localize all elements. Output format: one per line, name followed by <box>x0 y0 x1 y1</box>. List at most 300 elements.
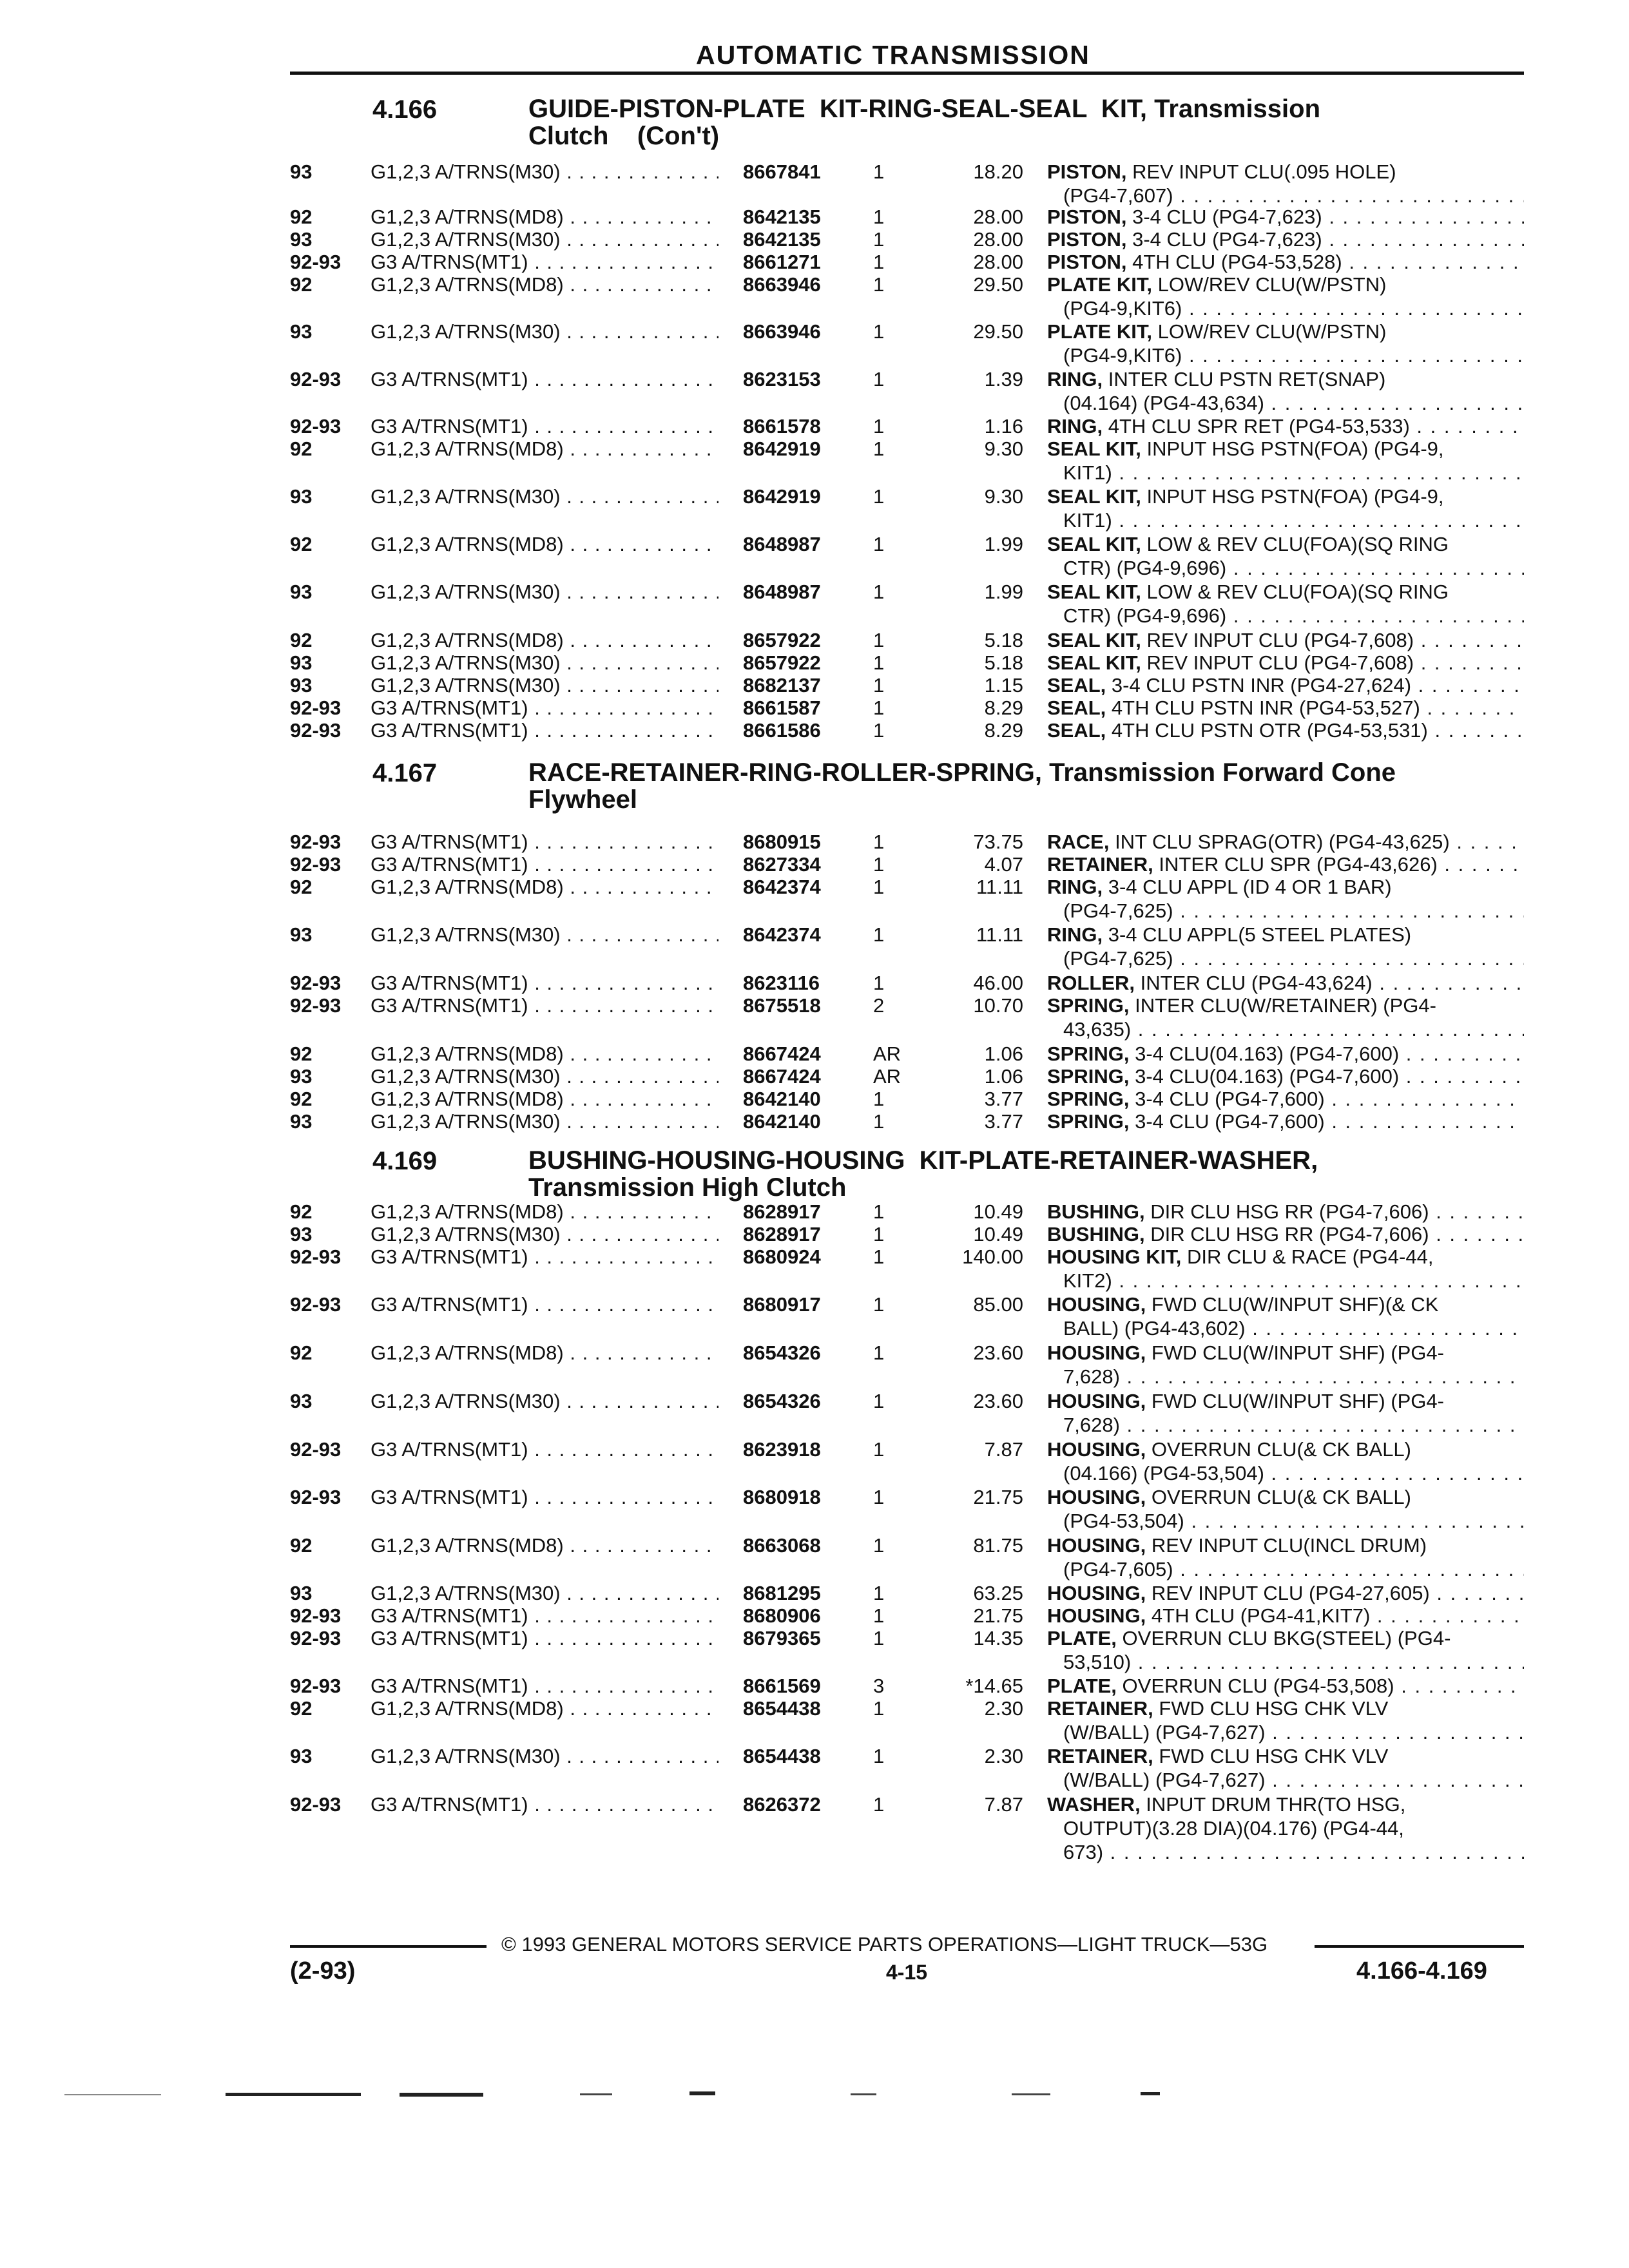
part-number: 8667841 <box>743 160 821 183</box>
part-description <box>1047 1087 1524 1111</box>
price: 1.99 <box>984 533 1023 555</box>
price: 28.00 <box>973 206 1023 228</box>
part-number: 8680906 <box>743 1604 821 1627</box>
model-application: G1,2,3 A/TRNS(M30) . . . <box>371 160 718 184</box>
part-noun: SPRING, <box>1047 1065 1130 1088</box>
model-application: G1,2,3 A/TRNS(M30) . . . <box>371 485 718 508</box>
price: 4.07 <box>984 853 1023 876</box>
description-line <box>1047 1042 1524 1066</box>
part-description <box>1047 1200 1524 1224</box>
part-number: 8642135 <box>743 228 821 251</box>
model-year: 92 <box>290 206 313 228</box>
part-noun: HOUSING KIT, <box>1047 1245 1182 1268</box>
model-year: 92-93 <box>290 853 342 876</box>
quantity: 1 <box>873 1223 885 1245</box>
model-year: 92-93 <box>290 251 342 273</box>
description-line <box>1047 1792 1524 1816</box>
part-number: 8642140 <box>743 1110 821 1133</box>
price: *14.65 <box>965 1675 1023 1697</box>
price: 2.30 <box>984 1745 1023 1767</box>
model-year: 92 <box>290 1043 313 1065</box>
description-line <box>1047 1087 1524 1111</box>
model-year: 92 <box>290 1341 313 1364</box>
description-text: 3-4 CLU(04.163) (PG4-7,600) <box>1129 1043 1400 1065</box>
model-year: 93 <box>290 1223 313 1245</box>
description-line <box>1047 1744 1524 1768</box>
quantity: 1 <box>873 1604 885 1627</box>
part-number: 8654438 <box>743 1745 821 1767</box>
model-year: 92-93 <box>290 1675 342 1697</box>
part-number: 8663946 <box>743 320 821 343</box>
description-continuation: 673) . . . <box>1047 1840 1524 1864</box>
price: 1.06 <box>984 1065 1023 1088</box>
model-year: 93 <box>290 228 313 251</box>
part-noun: HOUSING, <box>1047 1604 1146 1627</box>
price: 1.15 <box>984 674 1023 697</box>
part-number: 8654438 <box>743 1697 821 1720</box>
price: 14.35 <box>973 1627 1023 1649</box>
part-row <box>0 1110 1629 1135</box>
model-application: G1,2,3 A/TRNS(M30) . . . <box>371 1222 718 1246</box>
quantity: 1 <box>873 1697 885 1720</box>
model-year: 92 <box>290 1697 313 1720</box>
description-line <box>1047 651 1524 675</box>
part-row <box>0 227 1629 253</box>
quantity: 1 <box>873 273 885 296</box>
part-noun: HOUSING, <box>1047 1486 1146 1508</box>
description-line <box>1047 1341 1524 1365</box>
part-noun: RETAINER, <box>1047 1697 1153 1720</box>
model-year: 93 <box>290 1110 313 1133</box>
model-year: 93 <box>290 1390 313 1412</box>
part-row <box>0 830 1629 856</box>
quantity: 1 <box>873 1200 885 1223</box>
part-description <box>1047 227 1524 251</box>
model-year: 93 <box>290 1745 313 1767</box>
part-description <box>1047 1626 1524 1674</box>
description-text: REV INPUT CLU (PG4-7,608) <box>1141 651 1414 674</box>
price: 8.29 <box>984 719 1023 742</box>
model-year: 92-93 <box>290 719 342 742</box>
quantity: 1 <box>873 581 885 603</box>
part-description <box>1047 1792 1524 1864</box>
part-number: 8680918 <box>743 1486 821 1508</box>
part-row <box>0 1485 1629 1532</box>
part-row <box>0 1222 1629 1248</box>
part-number: 8642140 <box>743 1088 821 1110</box>
quantity: 1 <box>873 415 885 437</box>
price: 85.00 <box>973 1293 1023 1316</box>
part-description <box>1047 1581 1524 1605</box>
description-text: 3-4 CLU (PG4-7,623) <box>1126 206 1322 228</box>
part-noun: WASHER, <box>1047 1793 1141 1816</box>
price: 1.16 <box>984 415 1023 437</box>
part-description <box>1047 160 1524 207</box>
description-line <box>1047 1581 1524 1605</box>
part-noun: SEAL KIT, <box>1047 651 1141 674</box>
quantity: 1 <box>873 206 885 228</box>
model-application: G1,2,3 A/TRNS(M30) . . . <box>371 1389 718 1413</box>
part-number: 8667424 <box>743 1043 821 1065</box>
model-year: 93 <box>290 1065 313 1088</box>
quantity: 1 <box>873 876 885 898</box>
description-line <box>1047 718 1524 742</box>
model-application: G1,2,3 A/TRNS(MD8) . . . <box>371 1200 718 1224</box>
part-noun: SPRING, <box>1047 1110 1130 1133</box>
quantity: 1 <box>873 1486 885 1508</box>
description-text: INPUT HSG PSTN(FOA) (PG4-9, <box>1141 485 1444 508</box>
part-description <box>1047 205 1524 229</box>
description-line <box>1047 1626 1524 1650</box>
description-text: LOW/REV CLU(W/PSTN) <box>1152 320 1387 343</box>
description-line <box>1047 1696 1524 1720</box>
part-row <box>0 718 1629 744</box>
part-description <box>1047 1064 1524 1088</box>
price: 1.06 <box>984 1043 1023 1065</box>
model-application: G1,2,3 A/TRNS(MD8) . . . <box>371 437 718 461</box>
part-row <box>0 437 1629 484</box>
part-row <box>0 651 1629 677</box>
section-title-line: BUSHING-HOUSING-HOUSING KIT-PLATE-RETAINER-WASHER, <box>528 1146 1318 1175</box>
description-text: FWD CLU(W/INPUT SHF) (PG4- <box>1146 1390 1444 1412</box>
model-application: G3 A/TRNS(MT1) . . . <box>371 1293 718 1316</box>
description-line <box>1047 923 1524 947</box>
part-description <box>1047 1245 1524 1293</box>
quantity: 1 <box>873 320 885 343</box>
part-number: 8654326 <box>743 1341 821 1364</box>
part-description <box>1047 1485 1524 1533</box>
part-number: 8679365 <box>743 1627 821 1649</box>
model-application: G1,2,3 A/TRNS(MD8) . . . <box>371 875 718 899</box>
description-text: 3-4 CLU (PG4-7,600) <box>1129 1110 1325 1133</box>
part-noun: PISTON, <box>1047 228 1127 251</box>
price: 11.11 <box>976 876 1023 898</box>
part-description <box>1047 1110 1524 1133</box>
model-year: 93 <box>290 923 313 946</box>
part-row <box>0 1293 1629 1340</box>
part-row <box>0 696 1629 722</box>
price: 2.30 <box>984 1697 1023 1720</box>
price: 3.77 <box>984 1088 1023 1110</box>
description-line <box>1047 1533 1524 1557</box>
quantity: 1 <box>873 1438 885 1461</box>
section-title <box>528 95 1524 149</box>
description-line <box>1047 1222 1524 1246</box>
part-row <box>0 1744 1629 1791</box>
description-text: DIR CLU & RACE (PG4-44, <box>1181 1245 1434 1268</box>
model-application: G1,2,3 A/TRNS(M30) . . . <box>371 1744 718 1768</box>
part-number: 8623153 <box>743 368 821 390</box>
model-application: G3 A/TRNS(MT1) . . . <box>371 1792 718 1816</box>
header-rule <box>290 72 1524 75</box>
quantity: 1 <box>873 1745 885 1767</box>
price: 28.00 <box>973 251 1023 273</box>
description-text: FWD CLU(W/INPUT SHF)(& CK <box>1146 1293 1439 1316</box>
part-noun: RING, <box>1047 923 1103 946</box>
model-year: 93 <box>290 320 313 343</box>
part-noun: PLATE, <box>1047 1675 1117 1697</box>
price: 21.75 <box>973 1604 1023 1627</box>
part-row <box>0 1533 1629 1581</box>
part-noun: RETAINER, <box>1047 853 1153 876</box>
part-description <box>1047 367 1524 415</box>
model-year: 93 <box>290 1582 313 1604</box>
part-number: 8657922 <box>743 629 821 651</box>
part-noun: HOUSING, <box>1047 1293 1146 1316</box>
description-text: FWD CLU(W/INPUT SHF) (PG4- <box>1146 1341 1444 1364</box>
part-noun: RACE, <box>1047 831 1110 853</box>
part-description <box>1047 1042 1524 1066</box>
model-application: G1,2,3 A/TRNS(MD8) . . . <box>371 205 718 229</box>
part-row <box>0 580 1629 627</box>
price: 8.29 <box>984 697 1023 719</box>
part-description <box>1047 437 1524 485</box>
part-description <box>1047 994 1524 1041</box>
description-line <box>1047 994 1524 1017</box>
part-number: 8648987 <box>743 581 821 603</box>
model-year: 92 <box>290 1088 313 1110</box>
footer-section-range: 4.166-4.169 <box>1356 1957 1487 1984</box>
section-title-line: Flywheel <box>528 785 637 814</box>
description-line <box>1047 532 1524 556</box>
description-continuation: (W/BALL) (PG4-7,627) . . . <box>1047 1768 1524 1792</box>
part-description <box>1047 320 1524 367</box>
part-row <box>0 1604 1629 1629</box>
description-line <box>1047 1674 1524 1698</box>
model-year: 92 <box>290 273 313 296</box>
description-text: REV INPUT CLU (PG4-27,605) <box>1146 1582 1430 1604</box>
quantity: 1 <box>873 651 885 674</box>
part-noun: SEAL, <box>1047 719 1106 742</box>
part-description <box>1047 414 1524 438</box>
part-row <box>0 1042 1629 1068</box>
part-noun: SEAL, <box>1047 674 1106 697</box>
model-application: G1,2,3 A/TRNS(M30) . . . <box>371 580 718 604</box>
part-number: 8667424 <box>743 1065 821 1088</box>
part-noun: PLATE, <box>1047 1627 1117 1649</box>
model-application: G3 A/TRNS(MT1) . . . <box>371 250 718 274</box>
part-row <box>0 320 1629 367</box>
part-description <box>1047 923 1524 970</box>
quantity: 1 <box>873 1627 885 1649</box>
quantity: 1 <box>873 853 885 876</box>
part-number: 8628917 <box>743 1223 821 1245</box>
quantity: 1 <box>873 1582 885 1604</box>
part-row <box>0 1341 1629 1388</box>
part-description <box>1047 852 1524 876</box>
part-noun: HOUSING, <box>1047 1582 1146 1604</box>
section-title <box>528 759 1524 813</box>
price: 1.99 <box>984 581 1023 603</box>
model-application: G3 A/TRNS(MT1) . . . <box>371 971 718 995</box>
quantity: 1 <box>873 1390 885 1412</box>
model-application: G3 A/TRNS(MT1) . . . <box>371 1485 718 1509</box>
price: 81.75 <box>973 1534 1023 1557</box>
quantity: 1 <box>873 1293 885 1316</box>
price: 1.39 <box>984 368 1023 390</box>
description-text: REV INPUT CLU (PG4-7,608) <box>1141 629 1414 651</box>
description-text: 4TH CLU (PG4-41,KIT7) <box>1146 1604 1371 1627</box>
part-row <box>0 852 1629 878</box>
quantity: 1 <box>873 629 885 651</box>
part-row <box>0 1792 1629 1863</box>
footer-copyright: © 1993 GENERAL MOTORS SERVICE PARTS OPERATIONS—LIGHT TRUCK—53G <box>501 1933 1268 1956</box>
description-continuation: (PG4-7,607) . . . <box>1047 184 1524 207</box>
part-description <box>1047 673 1524 697</box>
model-year: 92-93 <box>290 972 342 994</box>
part-noun: RING, <box>1047 415 1103 437</box>
section-title-line: Clutch (Con't) <box>528 122 720 150</box>
part-description <box>1047 1389 1524 1437</box>
description-line <box>1047 1064 1524 1088</box>
description-continuation: (PG4-53,504) . . . <box>1047 1509 1524 1533</box>
description-line <box>1047 1110 1524 1133</box>
description-text: 3-4 CLU (PG4-7,600) <box>1129 1088 1325 1110</box>
description-line <box>1047 628 1524 652</box>
description-continuation: (PG4-9,KIT6) . . . <box>1047 343 1524 367</box>
description-continuation: (W/BALL) (PG4-7,627) . . . <box>1047 1720 1524 1744</box>
model-year: 92 <box>290 1200 313 1223</box>
description-line <box>1047 1389 1524 1413</box>
part-noun: BUSHING, <box>1047 1200 1145 1223</box>
part-number: 8623918 <box>743 1438 821 1461</box>
description-text: 3-4 CLU APPL(5 STEEL PLATES) <box>1103 923 1412 946</box>
quantity: 1 <box>873 674 885 697</box>
part-noun: SEAL, <box>1047 697 1106 719</box>
description-text: 4TH CLU SPR RET (PG4-53,533) <box>1103 415 1410 437</box>
part-description <box>1047 971 1524 995</box>
quantity: 1 <box>873 251 885 273</box>
model-year: 92-93 <box>290 1627 342 1649</box>
part-noun: HOUSING, <box>1047 1534 1146 1557</box>
model-year: 93 <box>290 581 313 603</box>
section-number: 4.167 <box>372 759 438 787</box>
model-application: G1,2,3 A/TRNS(MD8) . . . <box>371 1341 718 1365</box>
part-number: 8627334 <box>743 853 821 876</box>
description-text: INTER CLU(W/RETAINER) (PG4- <box>1129 994 1436 1017</box>
part-description <box>1047 830 1524 854</box>
description-text: 4TH CLU (PG4-53,528) <box>1126 251 1342 273</box>
part-noun: PISTON, <box>1047 206 1127 228</box>
description-line <box>1047 205 1524 229</box>
part-number: 8623116 <box>743 972 820 994</box>
part-number: 8661271 <box>743 251 821 273</box>
model-year: 92-93 <box>290 1604 342 1627</box>
section-number: 4.166 <box>372 95 438 124</box>
model-application: G1,2,3 A/TRNS(M30) . . . <box>371 923 718 947</box>
description-text: FWD CLU HSG CHK VLV <box>1153 1697 1389 1720</box>
part-number: 8661578 <box>743 415 821 437</box>
model-year: 93 <box>290 674 313 697</box>
description-line <box>1047 414 1524 438</box>
description-line <box>1047 485 1524 508</box>
description-line <box>1047 971 1524 995</box>
quantity: 1 <box>873 1088 885 1110</box>
description-text: LOW & REV CLU(FOA)(SQ RING <box>1141 533 1449 555</box>
part-row <box>0 1245 1629 1292</box>
part-number: 8661586 <box>743 719 821 742</box>
price: 9.30 <box>984 437 1023 460</box>
quantity: 1 <box>873 697 885 719</box>
part-number: 8642374 <box>743 876 821 898</box>
model-year: 92-93 <box>290 1793 342 1816</box>
quantity: 1 <box>873 923 885 946</box>
description-text: DIR CLU HSG RR (PG4-7,606) <box>1144 1223 1429 1245</box>
footer-rule-right <box>1315 1945 1524 1948</box>
section-title-line: RACE-RETAINER-RING-ROLLER-SPRING, Transmission Forward Cone <box>528 758 1396 787</box>
part-noun: PISTON, <box>1047 160 1127 183</box>
model-application: G1,2,3 A/TRNS(M30) . . . <box>371 320 718 343</box>
model-year: 92-93 <box>290 1293 342 1316</box>
model-year: 92-93 <box>290 1486 342 1508</box>
description-line <box>1047 437 1524 461</box>
section-title-line: GUIDE-PISTON-PLATE KIT-RING-SEAL-SEAL KIT, Transmission <box>528 95 1321 123</box>
description-text: LOW & REV CLU(FOA)(SQ RING <box>1141 581 1449 603</box>
part-row <box>0 1581 1629 1607</box>
part-number: 8675518 <box>743 994 821 1017</box>
description-text: INTER CLU PSTN RET(SNAP) <box>1103 368 1386 390</box>
part-number: 8628917 <box>743 1200 821 1223</box>
quantity: 1 <box>873 1245 885 1268</box>
part-number: 8642919 <box>743 485 821 508</box>
quantity: 1 <box>873 1341 885 1364</box>
part-number: 8648987 <box>743 533 821 555</box>
price: 29.50 <box>973 273 1023 296</box>
quantity: 1 <box>873 533 885 555</box>
description-text: 3-4 CLU (PG4-7,623) <box>1126 228 1322 251</box>
part-noun: HOUSING, <box>1047 1341 1146 1364</box>
description-continuation: CTR) (PG4-9,696) . . . <box>1047 556 1524 580</box>
part-row <box>0 1437 1629 1485</box>
part-row <box>0 485 1629 532</box>
price: 21.75 <box>973 1486 1023 1508</box>
model-application: G1,2,3 A/TRNS(M30) . . . <box>371 1581 718 1605</box>
model-year: 92-93 <box>290 697 342 719</box>
part-number: 8661587 <box>743 697 821 719</box>
part-noun: RETAINER, <box>1047 1745 1153 1767</box>
part-row <box>0 628 1629 654</box>
model-application: G1,2,3 A/TRNS(MD8) . . . <box>371 1087 718 1111</box>
description-text: OVERRUN CLU(& CK BALL) <box>1146 1438 1412 1461</box>
part-description <box>1047 1437 1524 1485</box>
part-row <box>0 414 1629 440</box>
quantity: 1 <box>873 160 885 183</box>
description-text: REV INPUT CLU(.095 HOLE) <box>1126 160 1396 183</box>
part-description <box>1047 485 1524 532</box>
description-continuation: 43,635) . . . <box>1047 1017 1524 1041</box>
part-number: 8626372 <box>743 1793 821 1816</box>
quantity: 1 <box>873 1534 885 1557</box>
model-application: G3 A/TRNS(MT1) . . . <box>371 367 718 391</box>
description-line <box>1047 875 1524 899</box>
description-continuation: KIT2) . . . <box>1047 1269 1524 1293</box>
model-year: 92 <box>290 437 313 460</box>
description-continuation: (04.166) (PG4-53,504) . . . <box>1047 1461 1524 1485</box>
part-number: 8642374 <box>743 923 821 946</box>
quantity: 1 <box>873 368 885 390</box>
description-line <box>1047 1604 1524 1628</box>
model-application: G3 A/TRNS(MT1) . . . <box>371 414 718 438</box>
part-row <box>0 273 1629 320</box>
model-application: G1,2,3 A/TRNS(M30) . . . <box>371 227 718 251</box>
part-description <box>1047 273 1524 320</box>
model-application: G3 A/TRNS(MT1) . . . <box>371 718 718 742</box>
part-noun: SEAL KIT, <box>1047 629 1141 651</box>
model-year: 93 <box>290 485 313 508</box>
description-line <box>1047 830 1524 854</box>
part-number: 8642135 <box>743 206 821 228</box>
part-noun: ROLLER, <box>1047 972 1135 994</box>
